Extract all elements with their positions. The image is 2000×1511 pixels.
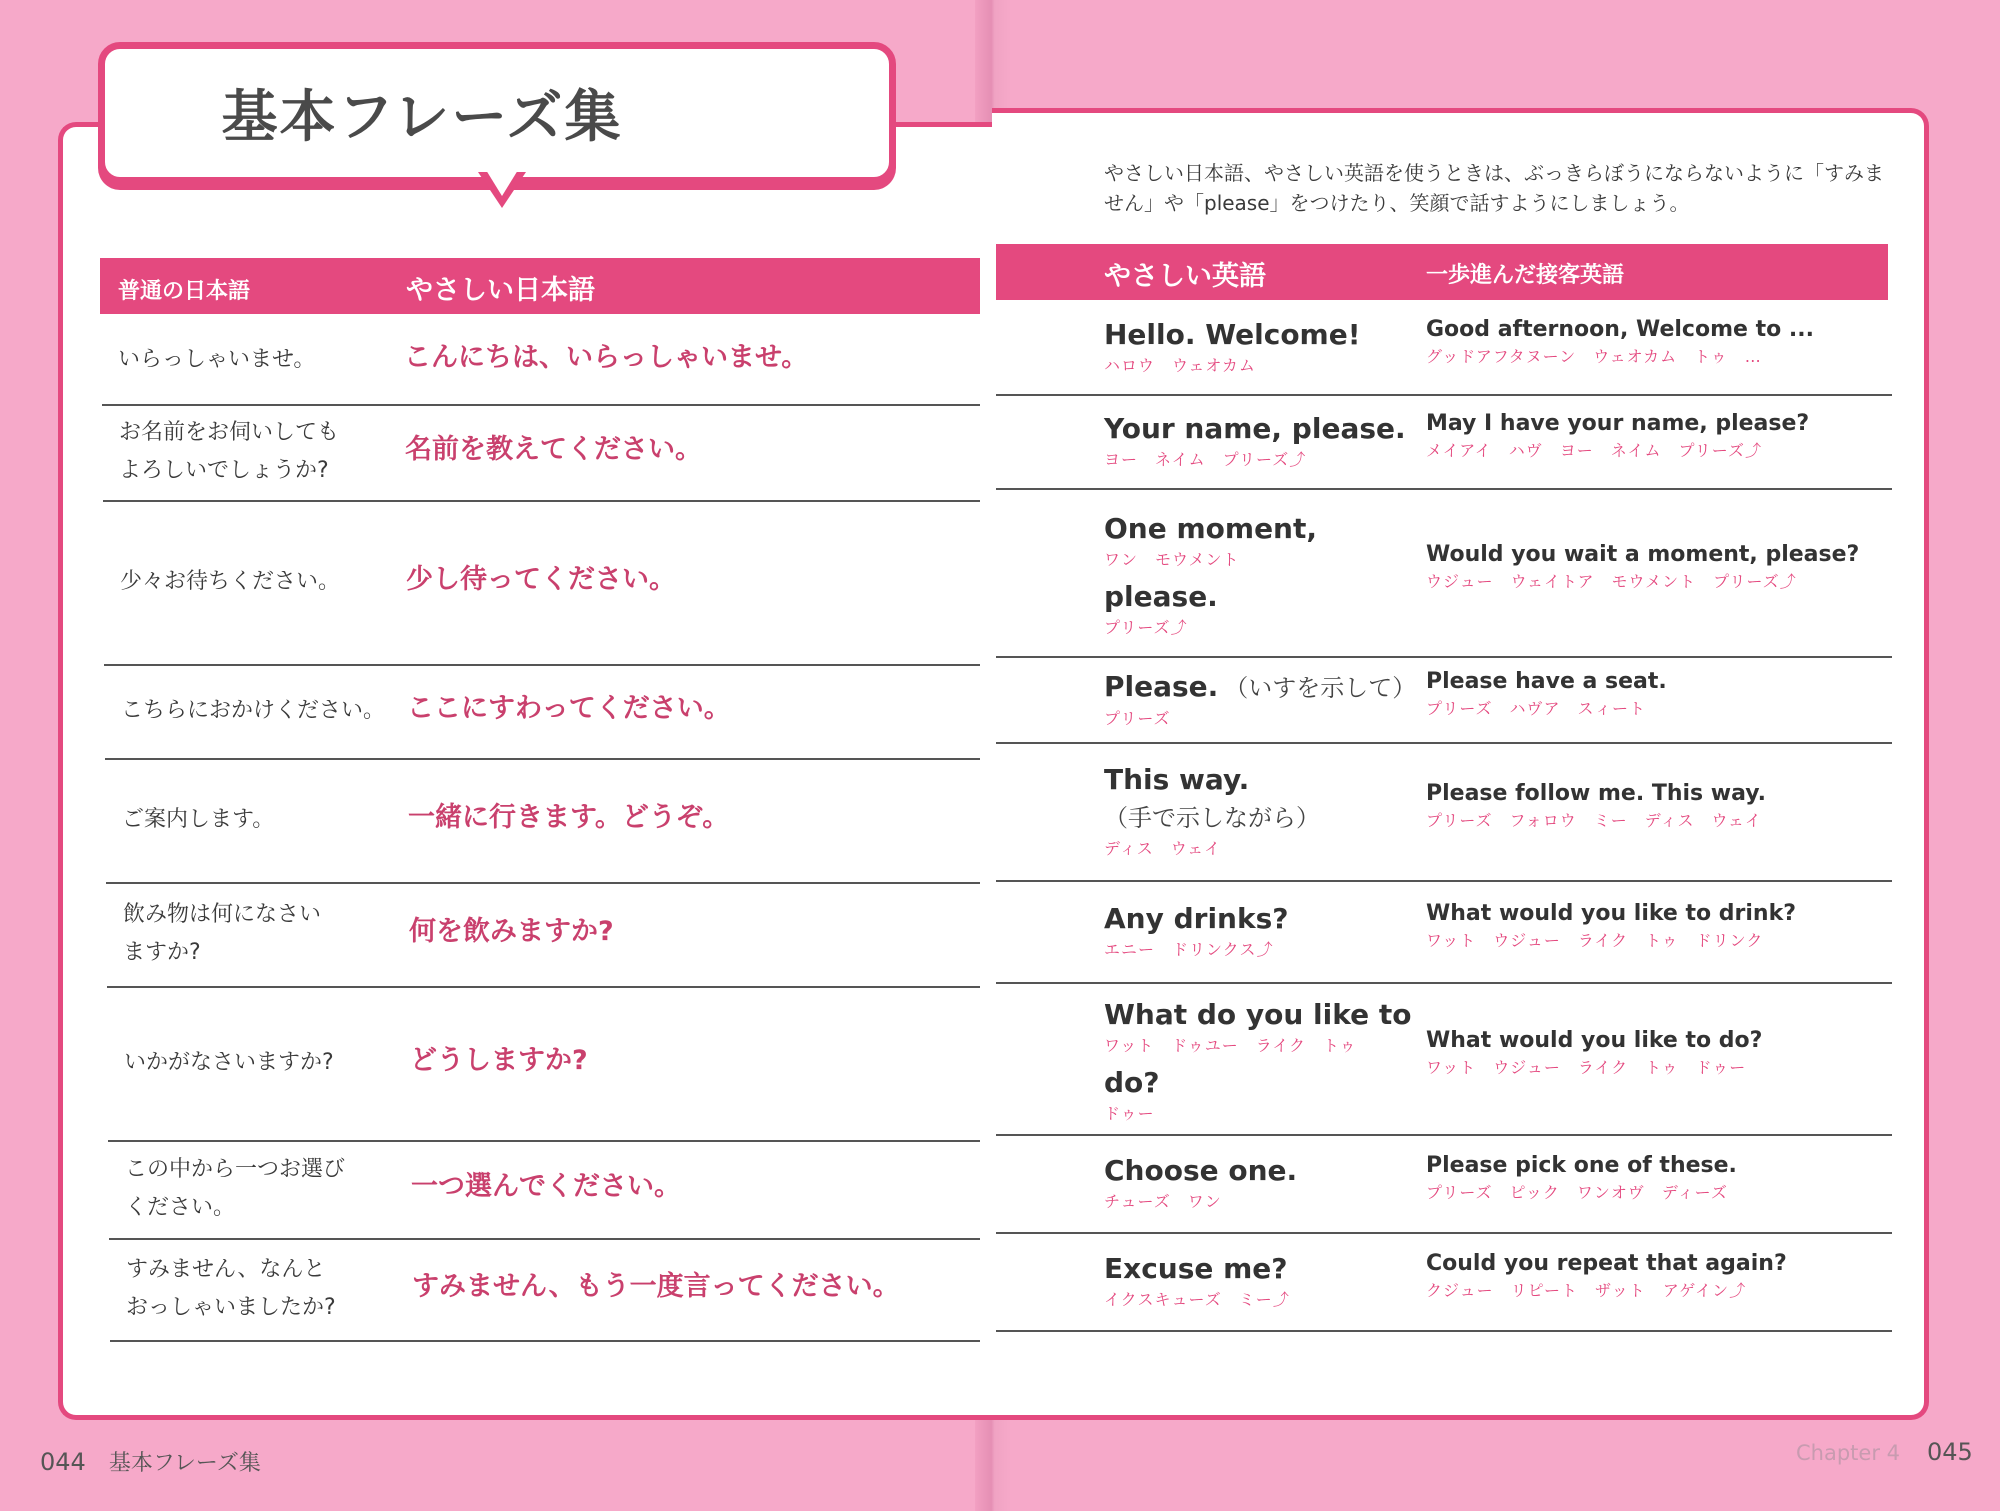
easy-japanese-cell: 一つ選んでください。 (411, 1171, 681, 1202)
usage-note: （いすを示して） (1224, 674, 1417, 702)
advanced-english-text: Good afternoon, Welcome to ... (1426, 317, 1814, 342)
easy-japanese-cell: こんにちは、いらっしゃいませ。 (404, 342, 809, 373)
easy-english-cell (1104, 1250, 1290, 1318)
easy-japanese-cell: どうしますか? (410, 1045, 588, 1076)
normal-japanese-cell (122, 801, 274, 839)
right-table-header (996, 244, 1888, 300)
easy-english-phrase (1104, 410, 1406, 448)
advanced-english-text: Would you wait a moment, please? (1426, 542, 1860, 567)
advanced-english-cell (1426, 409, 1809, 463)
normal-japanese-line: 飲み物は何になさい (123, 902, 322, 927)
row-divider-right (996, 656, 1892, 658)
easy-english-text: One moment, (1104, 512, 1318, 545)
advanced-english-text: What would you like to do? (1426, 1028, 1763, 1053)
advanced-english-text: Could you repeat that again? (1426, 1251, 1787, 1276)
easy-english-cell (1104, 668, 1416, 737)
row-divider-right (996, 1330, 1892, 1332)
advanced-english-text: Please pick one of these. (1426, 1153, 1737, 1178)
easy-english-phrase (1104, 578, 1317, 616)
normal-japanese-line: すみません、なんと (126, 1257, 326, 1282)
row-divider-right (996, 742, 1892, 744)
row-divider-left (102, 404, 980, 406)
normal-japanese-line: いらっしゃいませ。 (118, 347, 316, 372)
easy-english-katakana: ワット ドゥユー ライク トゥ (1104, 1036, 1357, 1055)
chapter-label: Chapter 4 (1796, 1441, 1900, 1465)
normal-japanese-cell (118, 341, 315, 379)
advanced-english-katakana: プリーズ フォロウ ミー ディス ウェイ (1426, 811, 1762, 830)
easy-english-katakana: エニー ドリンクス⤴ (1104, 940, 1274, 959)
normal-japanese-line: こちらにおかけください。 (121, 698, 386, 723)
row-divider-left (110, 1340, 980, 1342)
header-easy-english: やさしい英語 (1104, 261, 1266, 292)
easy-english-cell (1104, 410, 1406, 478)
row-divider-left (107, 986, 980, 988)
row-divider-right (996, 982, 1892, 984)
easy-english-text: Hello. Welcome! (1104, 318, 1361, 351)
easy-english-phrase (1104, 996, 1411, 1034)
normal-japanese-line: 少々お待ちください。 (120, 569, 341, 594)
advanced-english-katakana: ワット ウジュー ライク トゥ ドリンク (1426, 931, 1764, 950)
normal-japanese-cell (123, 896, 321, 972)
easy-english-text: please. (1104, 580, 1218, 613)
easy-english-katakana: チューズ ワン (1104, 1192, 1222, 1211)
advanced-english-text: Please have a seat. (1426, 669, 1667, 694)
page-number-right: 045 (1927, 1438, 1973, 1466)
easy-english-cell (1104, 761, 1320, 867)
easy-english-phrase (1104, 1064, 1411, 1102)
advanced-english-cell (1426, 315, 1814, 369)
easy-english-phrase (1104, 761, 1320, 837)
advanced-english-katakana: プリーズ ピック ワンオヴ ディーズ (1426, 1183, 1728, 1202)
header-normal-japanese: 普通の日本語 (118, 279, 251, 304)
easy-english-text: Excuse me? (1104, 1252, 1288, 1285)
row-divider-right (996, 880, 1892, 882)
easy-english-phrase (1104, 668, 1416, 707)
normal-japanese-line: いかがなさいますか? (124, 1050, 334, 1075)
row-divider-left (108, 1140, 980, 1142)
row-divider-left (103, 500, 980, 502)
easy-english-phrase (1104, 1152, 1297, 1190)
easy-japanese-cell: 名前を教えてください。 (405, 434, 702, 465)
easy-english-katakana: ディス ウェイ (1104, 839, 1222, 858)
normal-japanese-cell (119, 414, 339, 490)
advanced-english-cell (1426, 1249, 1787, 1303)
advanced-english-katakana: クジュー リピート ザット アゲイン⤴ (1426, 1281, 1747, 1300)
easy-english-text: Your name, please. (1104, 412, 1406, 445)
footer-section-title: 基本フレーズ集 (108, 1451, 261, 1476)
easy-english-phrase (1104, 900, 1289, 938)
normal-japanese-line: ますか? (123, 940, 201, 965)
advanced-english-cell (1426, 1026, 1762, 1080)
advanced-english-katakana: グッドアフタヌーン ウェオカム トゥ … (1426, 347, 1762, 366)
easy-english-cell (1104, 316, 1360, 384)
normal-japanese-cell (121, 692, 385, 730)
advanced-english-cell (1426, 667, 1667, 721)
advanced-english-katakana: メイアイ ハヴ ヨー ネイム プリーズ⤴ (1426, 441, 1763, 460)
easy-japanese-cell: 少し待ってください。 (406, 564, 676, 595)
easy-english-phrase (1104, 510, 1317, 548)
normal-japanese-cell (125, 1151, 345, 1227)
advanced-english-cell (1426, 540, 1859, 594)
easy-english-text: Please. (1104, 670, 1219, 703)
easy-english-cell (1104, 900, 1289, 968)
easy-english-phrase (1104, 316, 1360, 354)
advanced-english-katakana: ウジュー ウェイトア モウメント プリーズ⤴ (1426, 572, 1797, 591)
row-divider-left (104, 664, 980, 666)
row-divider-right (996, 394, 1892, 396)
row-divider-right (996, 1134, 1892, 1136)
easy-english-cell (1104, 996, 1411, 1132)
normal-japanese-cell (120, 563, 340, 601)
easy-japanese-cell: 一緒に行きます。どうぞ。 (408, 802, 730, 833)
easy-english-katakana: プリーズ (1104, 709, 1171, 728)
page-number-left: 044 (40, 1448, 86, 1476)
easy-english-text: What do you like to (1104, 998, 1412, 1031)
easy-english-text: do? (1104, 1066, 1160, 1099)
row-divider-right (996, 1232, 1892, 1234)
normal-japanese-line: よろしいでしょうか? (119, 458, 329, 483)
page-title: 基本フレーズ集 (221, 85, 623, 150)
easy-english-text: Choose one. (1104, 1154, 1298, 1187)
easy-english-text: This way. (1104, 763, 1250, 796)
easy-english-katakana: ヨー ネイム プリーズ⤴ (1104, 450, 1307, 469)
easy-english-text: Any drinks? (1104, 902, 1289, 935)
row-divider-left (105, 758, 980, 760)
easy-english-cell (1104, 510, 1317, 646)
easy-english-katakana: プリーズ⤴ (1104, 618, 1188, 637)
left-table-header (100, 258, 980, 314)
easy-english-katakana: イクスキューズ ミー⤴ (1104, 1290, 1290, 1309)
advanced-english-cell (1426, 779, 1766, 833)
normal-japanese-cell (124, 1044, 334, 1082)
easy-japanese-cell: 何を飲みますか? (409, 916, 614, 947)
easy-english-cell (1104, 1152, 1297, 1220)
easy-japanese-cell: すみません、もう一度言ってください。 (412, 1271, 900, 1302)
title-speech-bubble (98, 42, 896, 184)
advanced-english-katakana: プリーズ ハヴア スィート (1426, 699, 1647, 718)
advanced-english-text: May I have your name, please? (1426, 411, 1810, 436)
advanced-english-cell (1426, 1151, 1737, 1205)
header-easy-japanese: やさしい日本語 (406, 275, 595, 306)
row-divider-left (109, 1238, 980, 1240)
row-divider-right (996, 488, 1892, 490)
row-divider-left (106, 882, 980, 884)
easy-english-katakana: ハロウ ウェオカム (1104, 356, 1256, 375)
easy-japanese-cell: ここにすわってください。 (407, 693, 731, 724)
easy-english-phrase (1104, 1250, 1290, 1288)
advanced-english-text: What would you like to drink? (1426, 901, 1796, 926)
speech-bubble-tail-inner (486, 170, 518, 196)
footer-left (40, 1446, 261, 1477)
usage-note: （手で示しながら） (1104, 804, 1320, 832)
advanced-english-cell (1426, 899, 1796, 953)
footer-right (1796, 1438, 1973, 1466)
normal-japanese-line: ください。 (125, 1195, 236, 1220)
advanced-english-text: Please follow me. This way. (1426, 781, 1766, 806)
normal-japanese-line: ご案内します。 (122, 807, 275, 832)
advanced-english-katakana: ワット ウジュー ライク トゥ ドゥー (1426, 1058, 1747, 1077)
easy-english-katakana: ワン モウメント (1104, 550, 1240, 569)
normal-japanese-cell (126, 1251, 336, 1327)
easy-english-katakana: ドゥー (1104, 1104, 1155, 1123)
normal-japanese-line: この中から一つお選び (125, 1157, 346, 1182)
header-advanced-english: 一歩進んだ接客英語 (1426, 263, 1625, 288)
intro-text: やさしい日本語、やさしい英語を使うときは、ぶっきらぼうにならないように「すみません」や「please」をつけたり、笑顔で話すようにしましょう。 (1104, 161, 1884, 215)
normal-japanese-line: お名前をお伺いしても (119, 420, 340, 445)
normal-japanese-line: おっしゃいましたか? (126, 1295, 336, 1320)
